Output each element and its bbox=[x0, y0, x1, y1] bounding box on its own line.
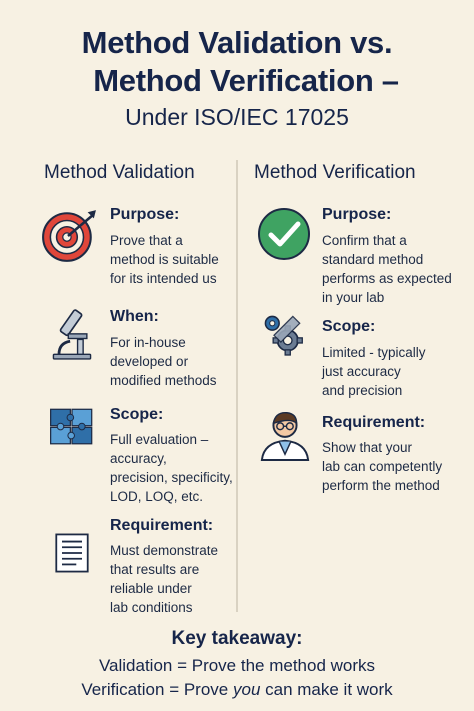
validation-purpose bbox=[40, 204, 235, 294]
takeaway-verification bbox=[0, 680, 474, 700]
verification-scope-label: Scope: bbox=[322, 318, 376, 335]
validation-requirement-text: Must demonstrate that results are reliable under lab conditions bbox=[110, 543, 219, 615]
validation-scope-text: Full evaluation – accuracy, precision, specificity, LOD, LOQ, etc. bbox=[110, 432, 233, 504]
verification-requirement-text: Show that your lab can competently perform the method bbox=[322, 440, 443, 493]
verification-requirement bbox=[258, 404, 466, 504]
validation-requirement-label: Requirement: bbox=[110, 517, 214, 534]
verification-purpose-text: Confirm that a standard method performs as expected in your lab bbox=[322, 233, 452, 305]
verification-scope-text: Limited - typically just accuracy and precision bbox=[322, 345, 426, 398]
takeaway-verification-pre: Verification = Prove bbox=[81, 680, 233, 699]
page-title bbox=[0, 24, 474, 100]
validation-when-text: For in-house developed or modified methods bbox=[110, 335, 217, 388]
validation-scope-label: Scope: bbox=[110, 406, 164, 423]
takeaway-verification-post: can make it work bbox=[260, 680, 393, 699]
gears-icon bbox=[262, 312, 310, 362]
microscope-icon bbox=[46, 302, 98, 362]
verification-requirement-label: Requirement: bbox=[322, 414, 426, 431]
verification-scope bbox=[262, 312, 466, 402]
puzzle-icon bbox=[46, 406, 98, 452]
target-icon bbox=[40, 206, 98, 264]
validation-scope bbox=[44, 404, 236, 504]
column-divider bbox=[236, 160, 238, 612]
page-subtitle: Under ISO/IEC 17025 bbox=[125, 104, 349, 130]
title-line-2: Method Verification – bbox=[93, 63, 399, 98]
validation-when bbox=[44, 302, 236, 392]
validation-purpose-label: Purpose: bbox=[110, 206, 180, 223]
title-line-1: Method Validation vs. bbox=[81, 25, 393, 60]
validation-requirement bbox=[44, 516, 236, 616]
scientist-icon bbox=[258, 404, 312, 462]
document-icon bbox=[52, 528, 92, 578]
validation-purpose-text: Prove that a method is suitable for its intended us bbox=[110, 233, 219, 286]
validation-heading: Method Validation bbox=[44, 162, 195, 183]
verification-heading: Method Verification bbox=[254, 162, 416, 183]
takeaway-verification-emphasis: you bbox=[232, 680, 261, 699]
verification-purpose-label: Purpose: bbox=[322, 206, 392, 223]
validation-when-label: When: bbox=[110, 308, 159, 325]
takeaway-validation: Validation = Prove the method works bbox=[98, 656, 376, 675]
takeaway-title: Key takeaway: bbox=[171, 628, 303, 649]
verification-purpose bbox=[256, 204, 466, 304]
